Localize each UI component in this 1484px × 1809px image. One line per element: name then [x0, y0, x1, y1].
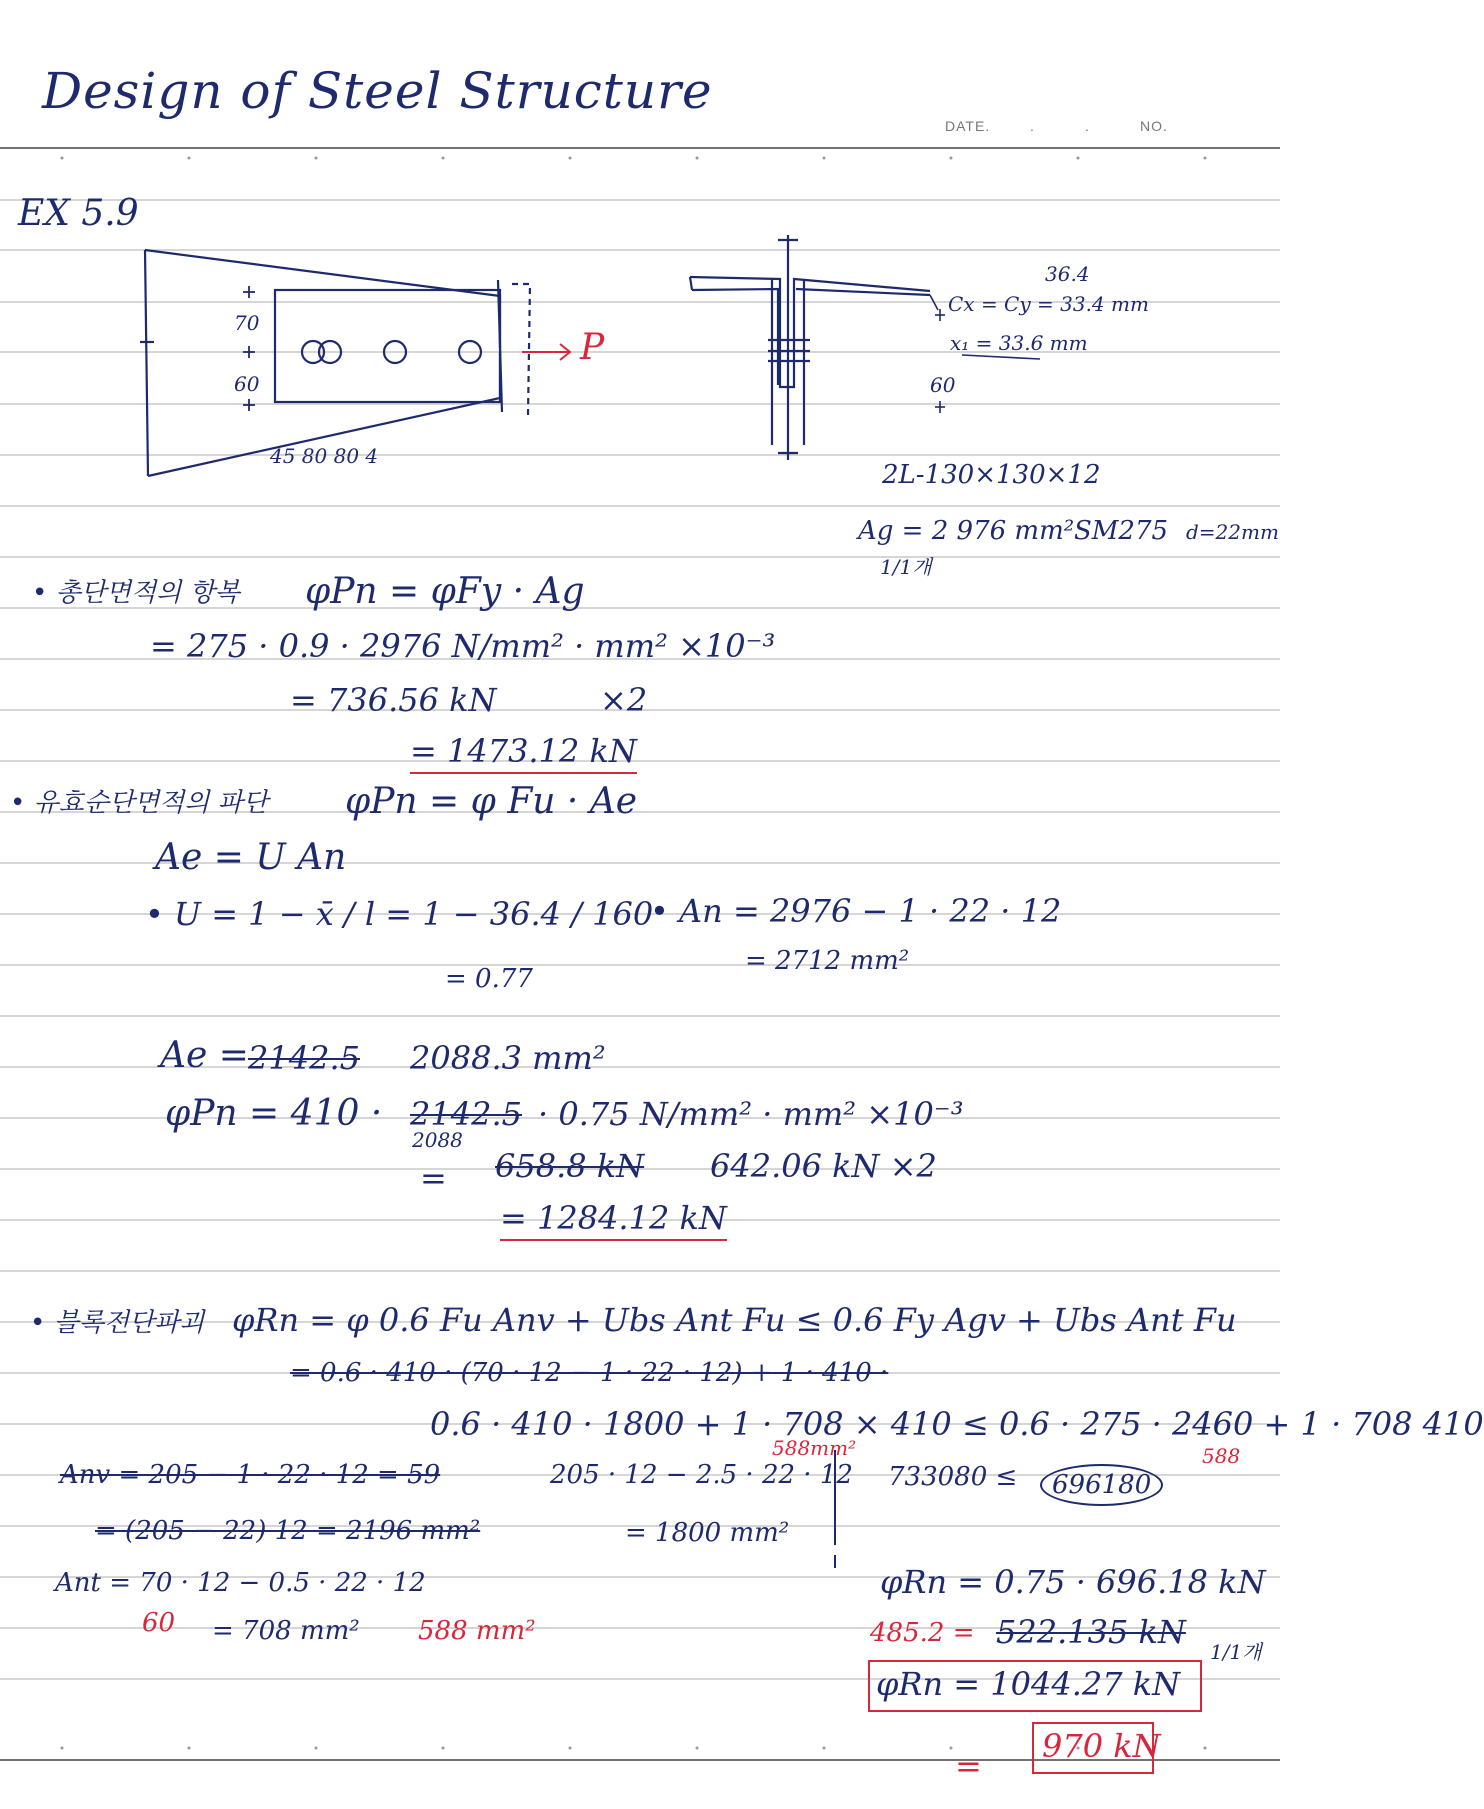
u-value: = 0.77	[445, 964, 533, 994]
page-title: Design of Steel Structure	[42, 62, 713, 120]
ant-red-result: 588 mm²	[418, 1616, 536, 1646]
no-label: NO.	[1140, 118, 1168, 134]
fracture-heading: • 유효순단면적의 파단	[10, 788, 268, 818]
block-shear-rn-result: 522.135 kN	[996, 1613, 1186, 1651]
fracture-pn-eq: =	[420, 1159, 447, 1197]
an-value: = 2712 mm²	[745, 946, 910, 976]
fracture-final-text: = 1284.12 kN	[500, 1199, 727, 1241]
yield-line1: = 275 · 0.9 · 2976 N/mm² · mm² ×10⁻³	[150, 627, 776, 665]
final-red-answer: 970 kN	[1042, 1727, 1161, 1765]
block-shear-substitution: 0.6 · 410 · 1800 + 1 · 708 × 410 ≤ 0.6 · 275 · 2460 + 1 · 708 410	[430, 1405, 1484, 1443]
fracture-pn-rest: · 0.75 N/mm² · mm² ×10⁻³	[538, 1095, 964, 1133]
yield-heading: • 총단면적의 항복	[32, 578, 240, 608]
column-divider	[830, 1450, 840, 1570]
block-shear-heading: • 블록전단파괴	[30, 1308, 205, 1338]
block-shear-rn-red: 485.2 =	[870, 1618, 975, 1648]
fracture-final	[500, 1199, 727, 1237]
ant-correction-2: 588	[1202, 1444, 1241, 1468]
ant-result: = 708 mm²	[212, 1616, 360, 1646]
block-shear-rn-note: 1/1개	[1210, 1640, 1262, 1664]
yield-formula: φPn = φFy · Ag	[305, 571, 585, 612]
dim-70: 70	[234, 311, 260, 335]
eccentricity-x1: x₁ = 33.6 mm	[950, 331, 1088, 355]
bolt-diameter: d=22mm	[1186, 520, 1279, 544]
double-angle-section-figure	[680, 235, 960, 475]
yield-line2-x2: ×2	[600, 681, 648, 719]
final-answer: φRn = 1044.27 kN	[876, 1665, 1181, 1703]
yield-line2: = 736.56 kN	[290, 681, 497, 719]
ae-prefix: Ae =	[160, 1035, 249, 1076]
anv-struck-2: = (205 − 22) 12 = 2196 mm²	[95, 1516, 481, 1546]
dim-60-right: 60	[930, 373, 956, 397]
fracture-pn-new: 2088	[412, 1128, 463, 1152]
cx-new-value: 36.4	[1045, 262, 1090, 286]
load-p-label: P	[580, 327, 605, 368]
ant-correction-1: 588mm²	[772, 1436, 857, 1460]
fracture-formula: φPn = φ Fu · Ae	[345, 781, 638, 822]
problem-label: EX 5.9	[18, 193, 139, 234]
fracture-pn-old: 2142.5	[410, 1095, 522, 1133]
date-dot-1: .	[1030, 118, 1035, 134]
ant-formula: Ant = 70 · 12 − 0.5 · 22 · 12	[55, 1568, 426, 1598]
gross-area: Ag = 2 976 mm²	[858, 516, 1075, 546]
section-designation: 2L-130×130×12	[882, 460, 1101, 490]
dim-60: 60	[234, 372, 260, 396]
circled-value: 696180	[1040, 1464, 1163, 1506]
fracture-pn-result: 642.06 kN ×2	[710, 1147, 937, 1185]
bolt-spacing: 45 80 80 4	[270, 444, 379, 468]
ae-old-value: 2142.5	[248, 1039, 360, 1077]
ae-new-value: 2088.3 mm²	[410, 1039, 606, 1077]
block-shear-rn: φRn = 0.75 · 696.18 kN	[880, 1563, 1266, 1601]
steel-grade: SM275	[1074, 516, 1169, 546]
u-formula: • U = 1 − x̄ / l = 1 − 36.4 / 160	[145, 895, 654, 933]
fracture-pn-old-result: 658.8 kN	[495, 1147, 645, 1185]
block-shear-struck-line: = 0.6 · 410 · (70 · 12 − 1 · 22 · 12) + 1 · 410 ·	[290, 1358, 889, 1388]
yield-result	[410, 732, 637, 770]
date-label: DATE.	[945, 118, 991, 134]
fracture-pn-prefix: φPn = 410 ·	[165, 1093, 383, 1134]
centroid-cx-cy: Cx = Cy = 33.4 mm	[948, 292, 1149, 316]
date-dot-2: .	[1085, 118, 1090, 134]
anv-result: = 1800 mm²	[625, 1518, 790, 1548]
yield-result-text: = 1473.12 kN	[410, 732, 637, 774]
gross-area-note: 1/1개	[880, 555, 932, 579]
block-shear-formula: φRn = φ 0.6 Fu Anv + Ubs Ant Fu ≤ 0.6 Fy Agv + Ubs Ant Fu	[232, 1301, 1237, 1339]
ae-definition: Ae = U An	[155, 837, 347, 878]
compare-left: 733080 ≤	[888, 1462, 1018, 1492]
anv-struck: Anv = 205 − 1 · 22 · 12 = 59	[60, 1460, 441, 1490]
an-formula: • An = 2976 − 1 · 22 · 12	[650, 892, 1062, 930]
ant-red-60: 60	[142, 1608, 176, 1638]
final-red-eq: =	[955, 1747, 982, 1785]
anv-calc: 205 · 12 − 2.5 · 22 · 12	[550, 1460, 853, 1490]
